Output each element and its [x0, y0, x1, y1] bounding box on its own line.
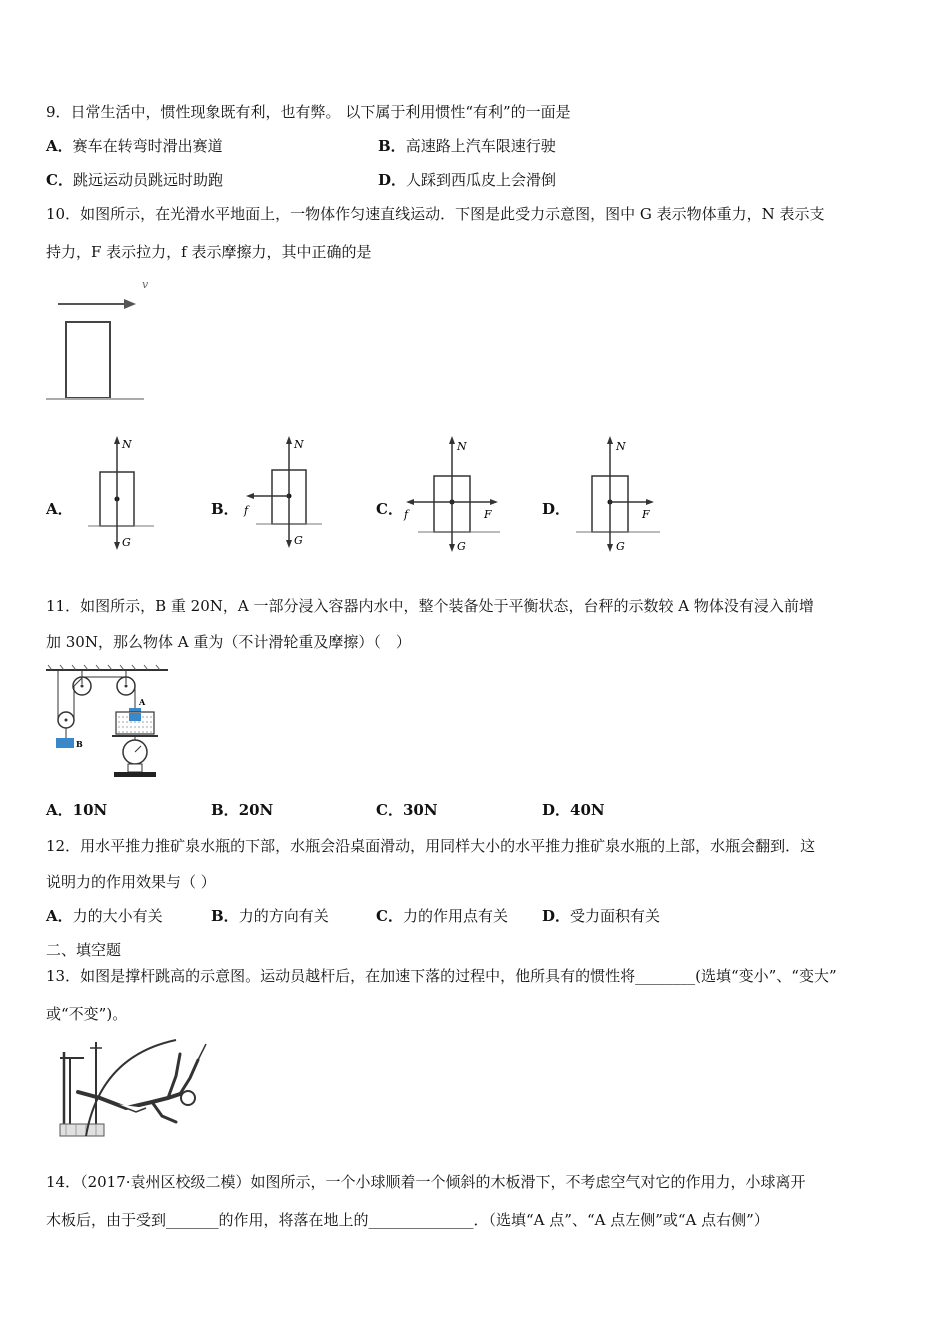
- q10-diagram-b: [240, 434, 324, 552]
- q11-option-b: B．20N: [211, 801, 274, 819]
- q9-stem: 9．日常生活中，惯性现象既有利，也有弊。 以下属于利用惯性“有利”的一面是: [46, 103, 571, 121]
- q12-option-c: C．力的作用点有关: [376, 907, 508, 925]
- q11-stem-line2: 加 30N，那么物体 A 重为（不计滑轮重及摩擦）（ ）: [46, 633, 411, 651]
- q10-stem-line2: 持力，F 表示拉力，f 表示摩擦力，其中正确的是: [46, 243, 372, 261]
- q10-motion-figure: [44, 272, 164, 406]
- q13-stem-line2: 或“不变”)。: [46, 1005, 128, 1023]
- q14-stem-line1: 14．（2017·袁州区校级二模）如图所示，一个小球顺着一个倾斜的木板滑下，不考虑空气对它的作用力，小球离开: [46, 1173, 806, 1191]
- q10-stem-line1: 10．如图所示，在光滑水平地面上，一物体作匀速直线运动．下图是此受力示意图，图中 G 表示物体重力，N 表示支: [46, 205, 825, 223]
- q13-stem-line1: 13．如图是撑杆跳高的示意图。运动员越杆后，在加速下落的过程中，他所具有的惯性将________(选填“变小”、“变大”: [46, 967, 837, 985]
- q10-option-d-label: D．: [542, 500, 571, 518]
- q10-diagram-c: [400, 434, 504, 556]
- q10-diagram-a: [88, 434, 158, 552]
- section-title: 二、填空题: [46, 941, 122, 959]
- force-f-label: f: [404, 508, 409, 521]
- q9-option-b: B．高速路上汽车限速行驶: [378, 137, 556, 155]
- force-g-label: G: [457, 540, 466, 553]
- q14-stem-line2: 木板后，由于受到_______的作用，将落在地上的______________．（选填“A 点”、“A 点左侧”或“A 点右侧”）: [46, 1211, 769, 1229]
- force-n-label: N: [122, 438, 132, 451]
- q11-option-a: A．10N: [46, 801, 108, 819]
- q12-stem-line2: 说明力的作用效果与（ ）: [46, 873, 216, 891]
- force-F-label: F: [642, 508, 650, 521]
- q9-option-c: C．跳远运动员跳远时助跑: [46, 171, 223, 189]
- force-g-label: G: [294, 534, 303, 547]
- q9-option-d: D．人踩到西瓜皮上会滑倒: [378, 171, 557, 189]
- q10-diagram-d: [576, 434, 662, 556]
- force-g-label: G: [616, 540, 625, 553]
- force-n-label: N: [294, 438, 304, 451]
- q12-stem-line1: 12．用水平推力推矿泉水瓶的下部，水瓶会沿桌面滑动，用同样大小的水平推力推矿泉水瓶的上部，水瓶会翻到．这: [46, 837, 816, 855]
- q11-stem-line1: 11．如图所示，B 重 20N，A 一部分浸入容器内水中，整个装备处于平衡状态，台秤的示数较 A 物体没有浸入前增: [46, 597, 814, 615]
- force-g-label: G: [122, 536, 131, 549]
- q11-option-d: D．40N: [542, 801, 605, 819]
- force-F-label: F: [484, 508, 492, 521]
- force-f-label: f: [244, 504, 249, 517]
- q10-option-c-label: C．: [376, 500, 403, 518]
- q10-option-a-label: A．: [46, 500, 73, 518]
- velocity-label: v: [142, 278, 149, 291]
- q9-option-a: A．赛车在转弯时滑出赛道: [46, 137, 223, 155]
- q13-pole-vault-figure: [56, 1036, 212, 1140]
- q12-option-a: A．力的大小有关: [46, 907, 163, 925]
- label-b: B: [76, 739, 83, 749]
- force-n-label: N: [616, 440, 626, 453]
- q12-option-d: D．受力面积有关: [542, 907, 661, 925]
- q10-option-b-label: B．: [211, 500, 239, 518]
- q11-pulley-figure: [44, 664, 174, 784]
- q11-option-c: C．30N: [376, 801, 438, 819]
- force-n-label: N: [457, 440, 467, 453]
- q12-option-b: B．力的方向有关: [211, 907, 329, 925]
- label-a: A: [139, 697, 146, 707]
